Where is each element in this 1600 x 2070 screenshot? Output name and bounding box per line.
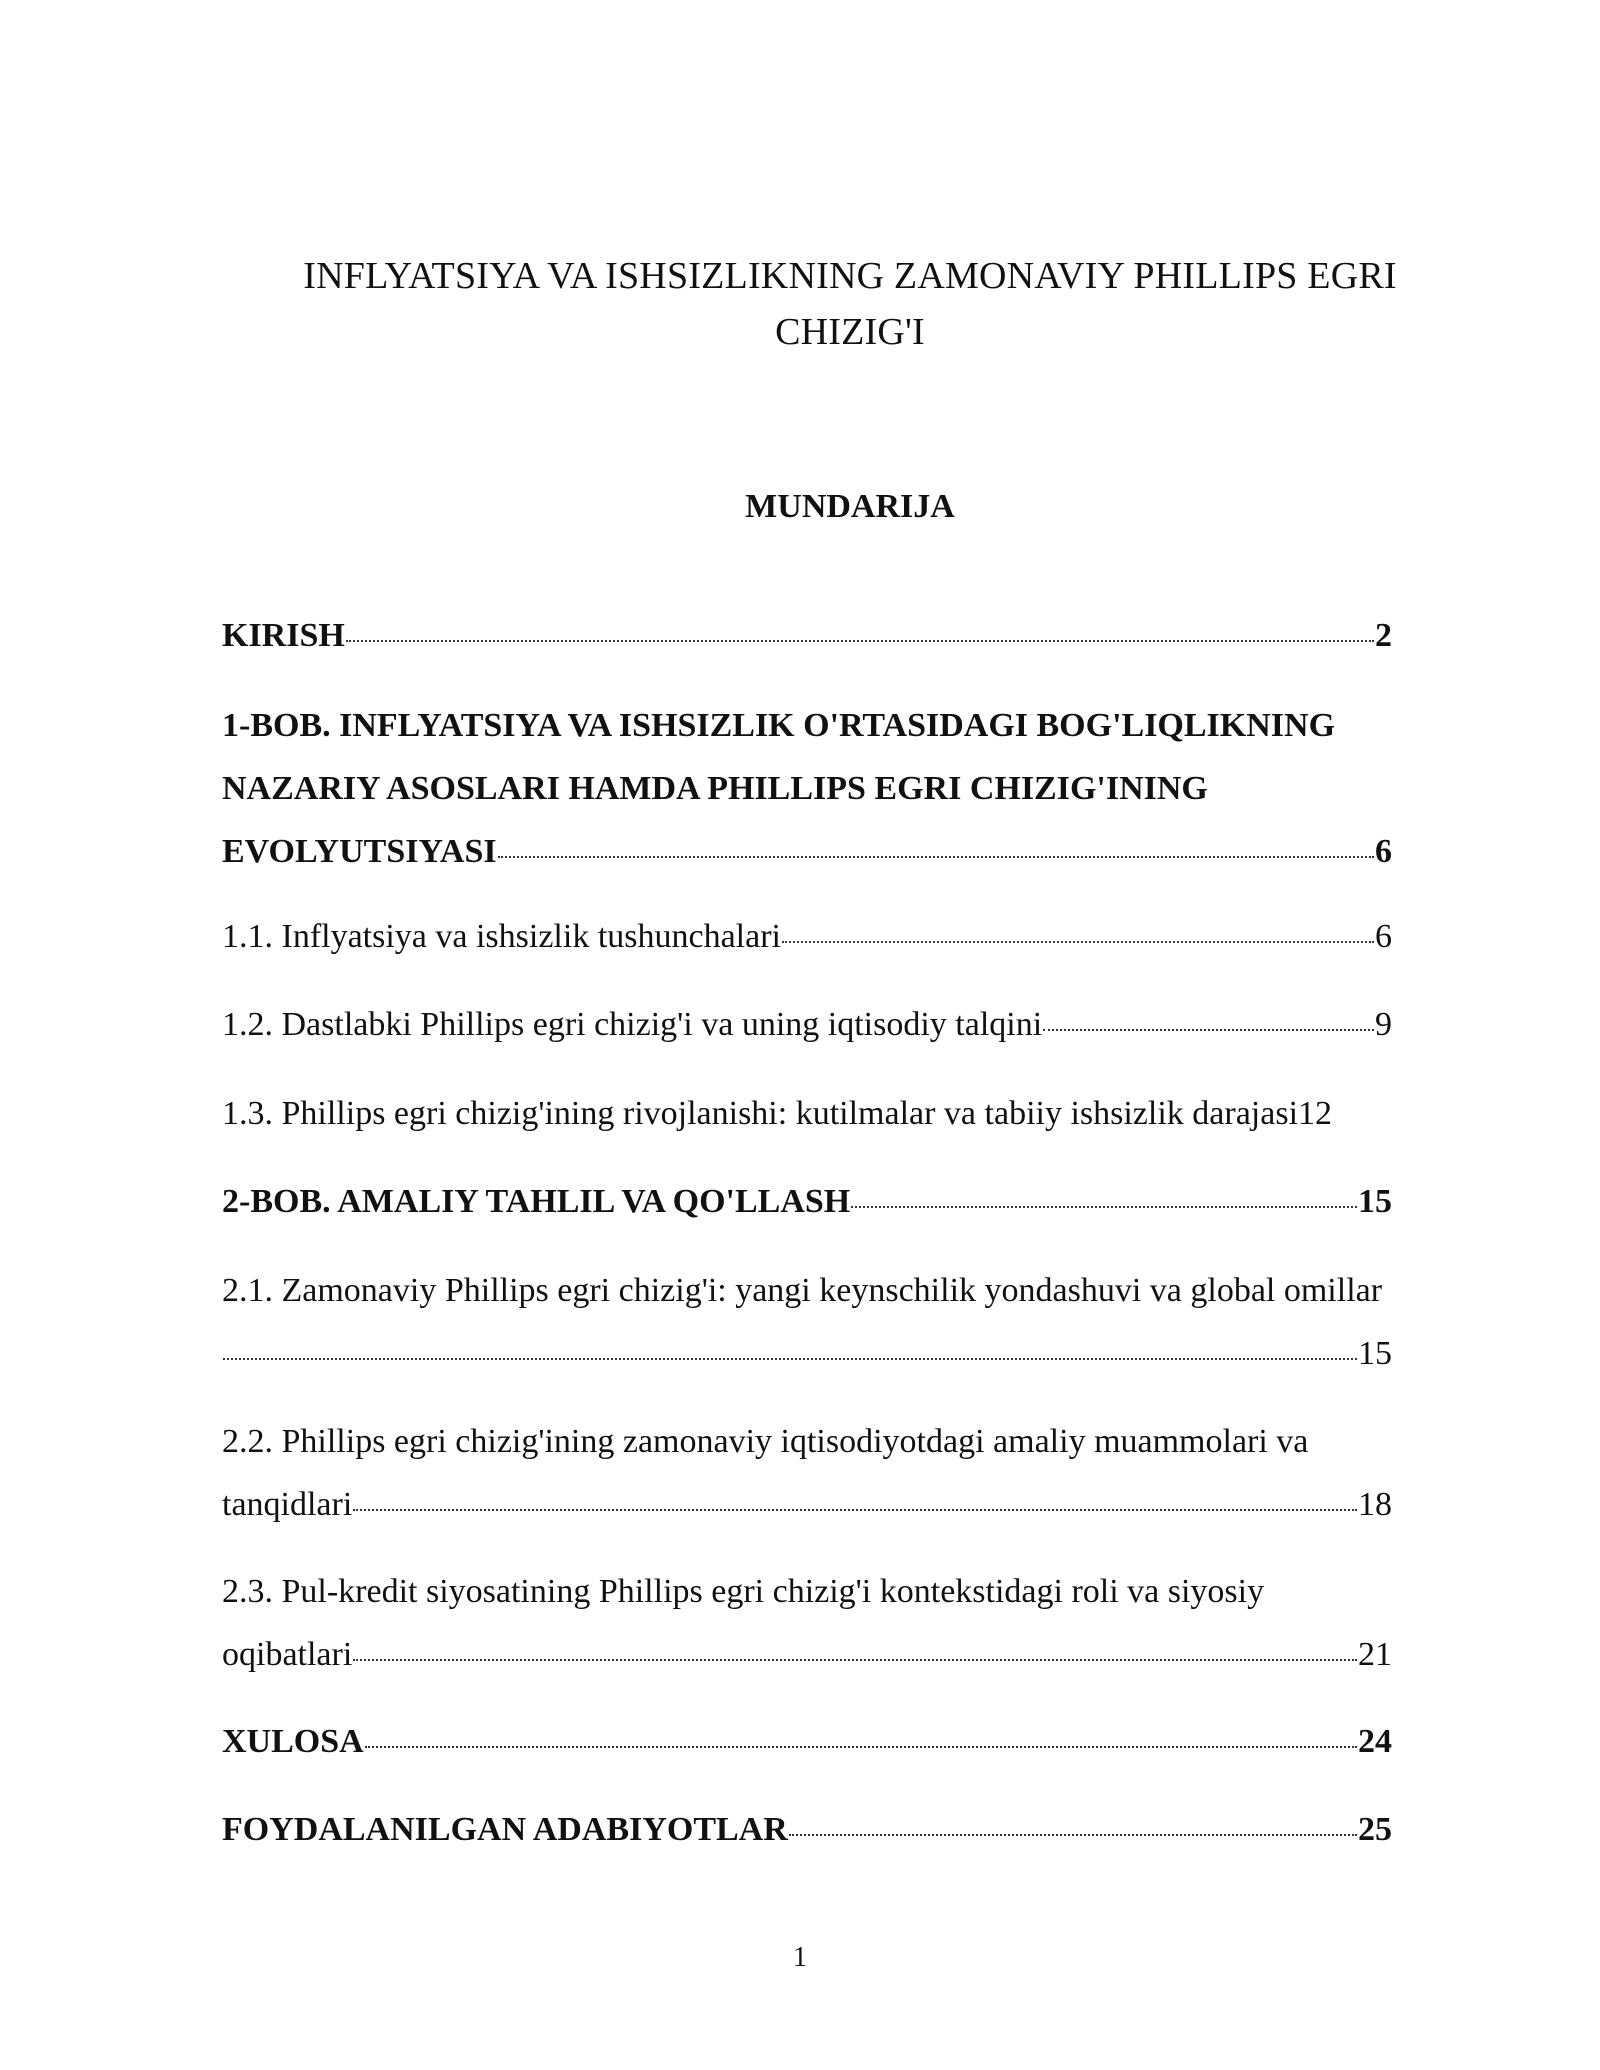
toc-entry-title: 1.2. Dastlabki Phillips egri chizig'i va uning iqtisodiy talqini (222, 1006, 1043, 1043)
toc-page-number: 25 (1358, 1811, 1392, 1848)
document-title-line-2: CHIZIG'I (775, 311, 925, 353)
toc-entry-section-2-1[interactable] (222, 1259, 1472, 1385)
toc-entry-section-1-3[interactable] (222, 1082, 1472, 1145)
toc-page-number: 24 (1358, 1723, 1392, 1760)
toc-page-number: 18 (1358, 1486, 1392, 1523)
document-title (220, 248, 1480, 360)
toc-entry-title-line-2: oqibatlari (222, 1636, 353, 1673)
toc-entry-section-1-2[interactable] (222, 993, 1392, 1056)
dot-leader (851, 1206, 1357, 1208)
toc-entry-title-line-2: NAZARIY ASOSLARI HAMDA PHILLIPS EGRI CHIZIG'INING (222, 770, 1208, 807)
toc-entry-title: 1.1. Inflyatsiya va ishsizlik tushunchalari (222, 918, 781, 955)
toc-page-number: 2 (1375, 617, 1392, 654)
dot-leader (1043, 1029, 1374, 1031)
toc-entry-xulosa[interactable] (222, 1710, 1392, 1773)
dot-leader (789, 1834, 1357, 1836)
dot-leader (498, 856, 1374, 858)
toc-entry-title-line-1: 2.1. Zamonaviy Phillips egri chizig'i: yangi keynschilik yondashuvi va global omillar (222, 1272, 1383, 1309)
toc-entry-section-2-2[interactable] (222, 1410, 1392, 1536)
toc-page-number: 15 (1358, 1183, 1392, 1220)
page-number: 1 (793, 1942, 807, 1973)
dot-leader (353, 1659, 1357, 1661)
toc-page-number: 15 (1358, 1335, 1392, 1372)
toc-page-number: 6 (1375, 918, 1392, 955)
dot-leader (353, 1509, 1357, 1511)
toc-entry-title-line-1: 2.3. Pul-kredit siyosatining Phillips egri chizig'i kontekstidagi roli va siyosiy (222, 1573, 1265, 1610)
document-title-line-1: INFLYATSIYA VA ISHSIZLIKNING ZAMONAVIY PHILLIPS EGRI (303, 255, 1397, 297)
dot-leader (223, 1358, 1357, 1360)
toc-page-number: 9 (1375, 1006, 1392, 1043)
toc-entry-section-2-3[interactable] (222, 1560, 1392, 1686)
toc-entry-references[interactable] (222, 1798, 1392, 1861)
toc-entry-chapter-2[interactable] (222, 1170, 1392, 1233)
toc-entry-title: KIRISH (222, 617, 345, 654)
dot-leader (782, 941, 1374, 943)
toc-entry-title-line-3: EVOLYUTSIYASI (222, 833, 497, 870)
toc-entry-title-line-2: tanqidlari (222, 1486, 353, 1523)
toc-entry-section-1-1[interactable] (222, 905, 1392, 968)
toc-entry-title: XULOSA (222, 1723, 364, 1760)
dot-leader (346, 640, 1374, 642)
toc-page-number: 21 (1358, 1636, 1392, 1673)
dot-leader (365, 1746, 1357, 1748)
toc-entry-kirish[interactable] (222, 604, 1392, 667)
toc-entry-title: FOYDALANILGAN ADABIYOTLAR (222, 1811, 788, 1848)
toc-page-number: 6 (1375, 833, 1392, 870)
toc-heading: MUNDARIJA (745, 488, 955, 525)
toc-entry-title-line-1: 1-BOB. INFLYATSIYA VA ISHSIZLIK O'RTASIDAGI BOG'LIQLIKNING (222, 707, 1336, 744)
toc-entry-title-line-1: 2.2. Phillips egri chizig'ining zamonaviy iqtisodiyotdagi amaliy muammolari va (222, 1423, 1309, 1460)
toc-entry-title: 1.3. Phillips egri chizig'ining rivojlanishi: kutilmalar va tabiiy ishsizlik darajasi (222, 1095, 1299, 1132)
toc-page-number: 12 (1298, 1095, 1333, 1132)
toc-entry-title: 2-BOB. AMALIY TAHLIL VA QO'LLASH (222, 1183, 851, 1220)
toc-entry-chapter-1[interactable] (222, 694, 1392, 883)
